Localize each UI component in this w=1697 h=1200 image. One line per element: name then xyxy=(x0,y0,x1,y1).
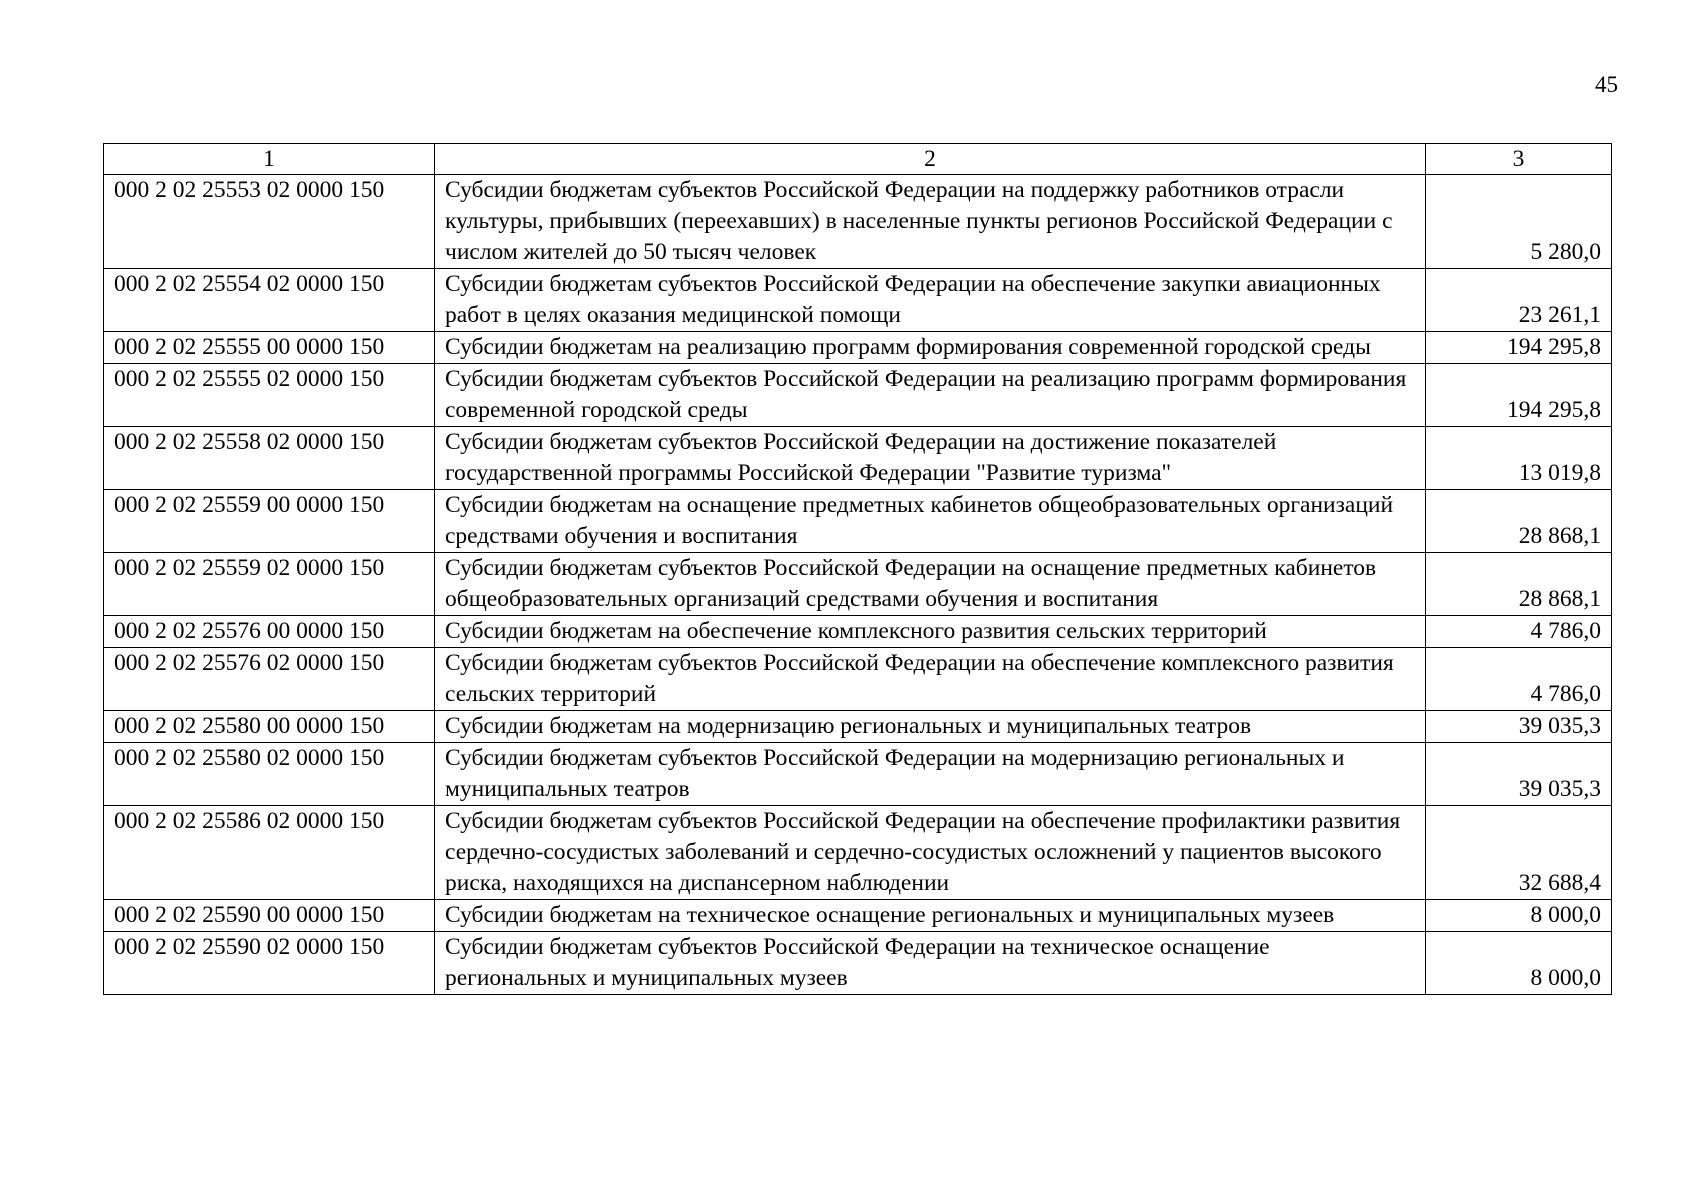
page-number: 45 xyxy=(1595,72,1618,97)
table-row xyxy=(104,427,1612,490)
table-row xyxy=(104,806,1612,900)
header-row xyxy=(104,144,1612,175)
budget-code-cell: 000 2 02 25558 02 0000 150 xyxy=(104,427,435,490)
description-cell: Субсидии бюджетам субъектов Российской Федерации на обеспечение профилактики развития сердечно-сосудистых заболеваний и сердечно-сосудистых осложнений у пациентов высокого риска, находящихся на диспансерном наблюдении xyxy=(435,806,1426,900)
amount-cell: 23 261,1 xyxy=(1426,269,1612,332)
description-cell: Субсидии бюджетам на обеспечение комплексного развития сельских территорий xyxy=(435,616,1426,648)
table-body xyxy=(104,175,1612,995)
budget-code-cell: 000 2 02 25555 02 0000 150 xyxy=(104,364,435,427)
table-row xyxy=(104,269,1612,332)
table-row xyxy=(104,490,1612,553)
table-row xyxy=(104,743,1612,806)
amount-cell: 194 295,8 xyxy=(1426,364,1612,427)
table-row xyxy=(104,364,1612,427)
amount-cell: 8 000,0 xyxy=(1426,932,1612,995)
budget-code-cell: 000 2 02 25576 02 0000 150 xyxy=(104,648,435,711)
budget-code-cell: 000 2 02 25590 02 0000 150 xyxy=(104,932,435,995)
budget-code-cell: 000 2 02 25559 00 0000 150 xyxy=(104,490,435,553)
description-cell: Субсидии бюджетам субъектов Российской Федерации на обеспечение закупки авиационных работ в целях оказания медицинской помощи xyxy=(435,269,1426,332)
description-cell: Субсидии бюджетам субъектов Российской Федерации на обеспечение комплексного развития сельских территорий xyxy=(435,648,1426,711)
budget-code-cell: 000 2 02 25553 02 0000 150 xyxy=(104,175,435,269)
budget-code-cell: 000 2 02 25576 00 0000 150 xyxy=(104,616,435,648)
amount-cell: 28 868,1 xyxy=(1426,490,1612,553)
table-row xyxy=(104,648,1612,711)
budget-code-cell: 000 2 02 25555 00 0000 150 xyxy=(104,332,435,364)
description-cell: Субсидии бюджетам субъектов Российской Федерации на достижение показателей государственной программы Российской Федерации "Развитие туризма" xyxy=(435,427,1426,490)
table-row xyxy=(104,175,1612,269)
budget-code-cell: 000 2 02 25590 00 0000 150 xyxy=(104,900,435,932)
description-cell: Субсидии бюджетам субъектов Российской Федерации на реализацию программ формирования современной городской среды xyxy=(435,364,1426,427)
table-row xyxy=(104,616,1612,648)
table-header xyxy=(104,144,1612,175)
description-cell: Субсидии бюджетам субъектов Российской Федерации на техническое оснащение региональных и муниципальных музеев xyxy=(435,932,1426,995)
description-cell: Субсидии бюджетам субъектов Российской Федерации на поддержку работников отрасли культуры, прибывших (переехавших) в населенные пункты регионов Российской Федерации с числом жителей до 50 тысяч человек xyxy=(435,175,1426,269)
description-cell: Субсидии бюджетам на реализацию программ формирования современной городской среды xyxy=(435,332,1426,364)
description-cell: Субсидии бюджетам на оснащение предметных кабинетов общеобразовательных организаций средствами обучения и воспитания xyxy=(435,490,1426,553)
amount-cell: 4 786,0 xyxy=(1426,648,1612,711)
amount-cell: 39 035,3 xyxy=(1426,743,1612,806)
amount-cell: 32 688,4 xyxy=(1426,806,1612,900)
table-row xyxy=(104,900,1612,932)
table-row xyxy=(104,932,1612,995)
description-cell: Субсидии бюджетам субъектов Российской Федерации на оснащение предметных кабинетов общеобразовательных организаций средствами обучения и воспитания xyxy=(435,553,1426,616)
description-cell: Субсидии бюджетам на техническое оснащение региональных и муниципальных музеев xyxy=(435,900,1426,932)
amount-cell: 4 786,0 xyxy=(1426,616,1612,648)
column-header-description: 2 xyxy=(435,144,1426,175)
budget-code-cell: 000 2 02 25580 02 0000 150 xyxy=(104,743,435,806)
column-header-amount: 3 xyxy=(1426,144,1612,175)
description-cell: Субсидии бюджетам субъектов Российской Федерации на модернизацию региональных и муниципальных театров xyxy=(435,743,1426,806)
amount-cell: 13 019,8 xyxy=(1426,427,1612,490)
column-header-code: 1 xyxy=(104,144,435,175)
budget-code-cell: 000 2 02 25580 00 0000 150 xyxy=(104,711,435,743)
amount-cell: 8 000,0 xyxy=(1426,900,1612,932)
table-row xyxy=(104,553,1612,616)
amount-cell: 194 295,8 xyxy=(1426,332,1612,364)
amount-cell: 28 868,1 xyxy=(1426,553,1612,616)
amount-cell: 39 035,3 xyxy=(1426,711,1612,743)
budget-table xyxy=(103,143,1612,995)
budget-code-cell: 000 2 02 25554 02 0000 150 xyxy=(104,269,435,332)
table-row xyxy=(104,332,1612,364)
table-row xyxy=(104,711,1612,743)
budget-code-cell: 000 2 02 25586 02 0000 150 xyxy=(104,806,435,900)
description-cell: Субсидии бюджетам на модернизацию региональных и муниципальных театров xyxy=(435,711,1426,743)
amount-cell: 5 280,0 xyxy=(1426,175,1612,269)
budget-code-cell: 000 2 02 25559 02 0000 150 xyxy=(104,553,435,616)
